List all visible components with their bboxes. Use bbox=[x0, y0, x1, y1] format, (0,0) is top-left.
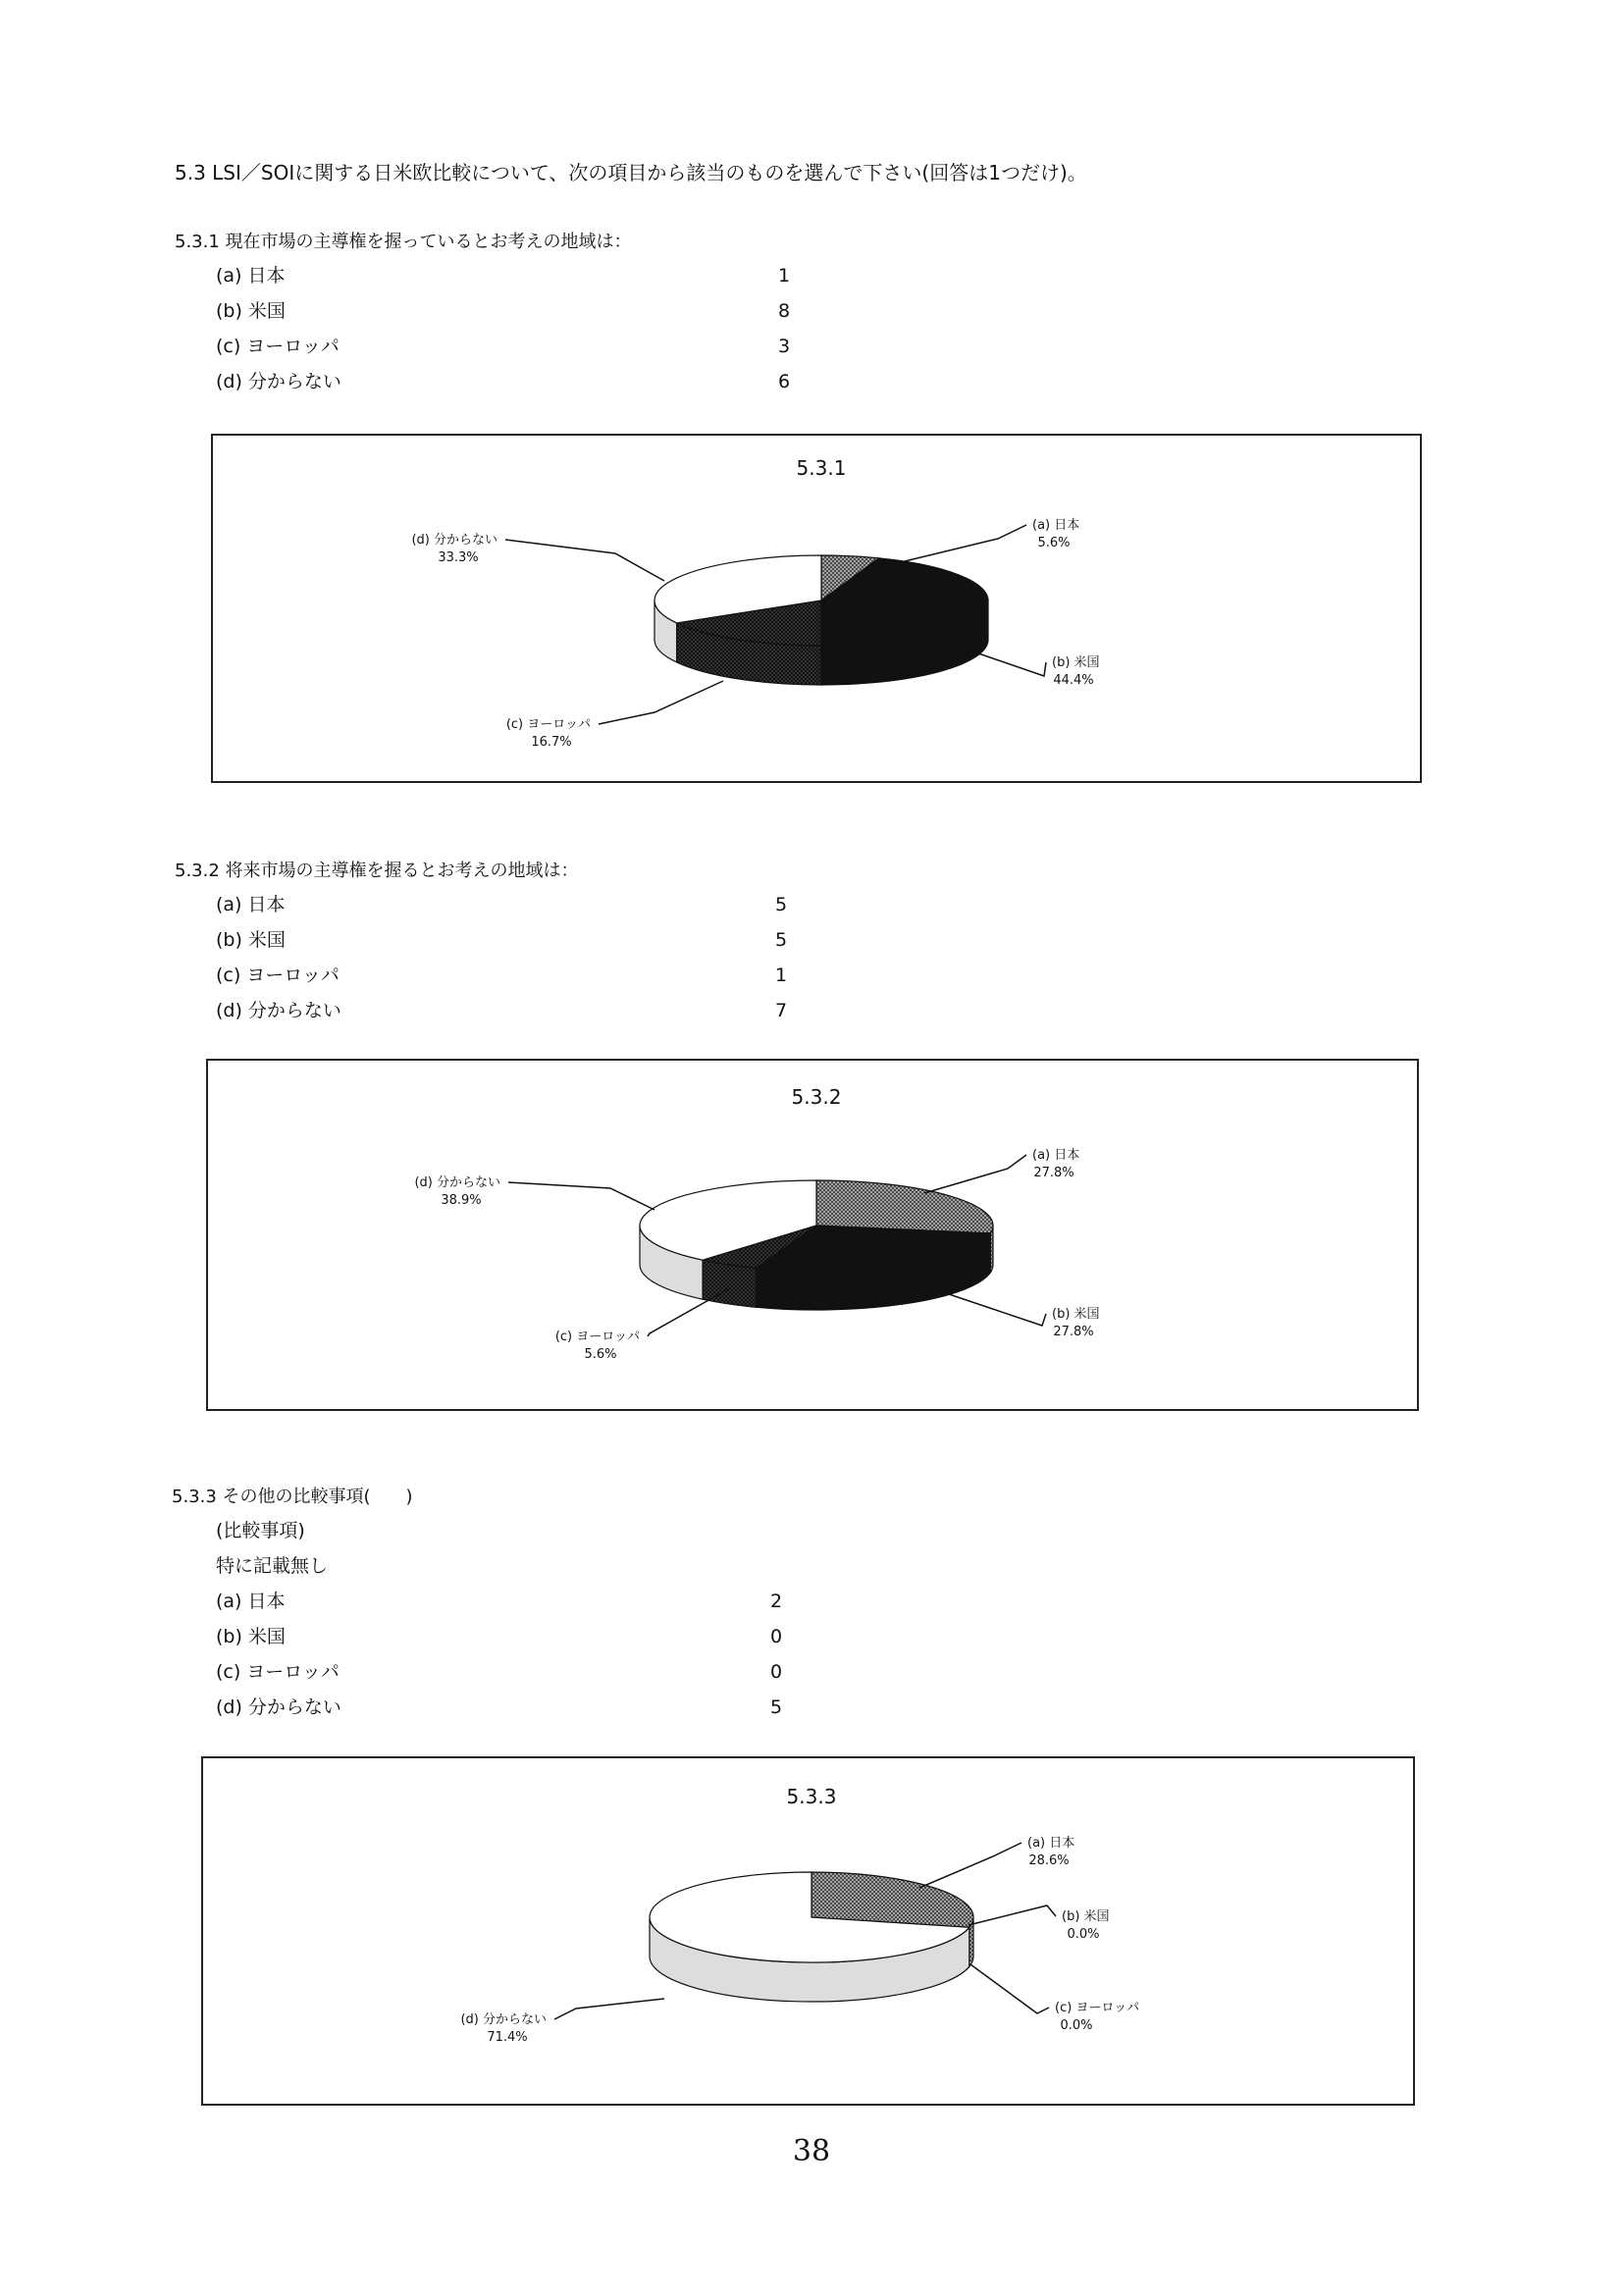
slice-category-label: (a) 日本 bbox=[1027, 1836, 1075, 1851]
slice-percent-label: 27.8% bbox=[1053, 1325, 1094, 1339]
option-label: (b) 米国 bbox=[216, 929, 286, 951]
slice-category-label: (a) 日本 bbox=[1032, 518, 1080, 533]
leader-line bbox=[505, 540, 664, 581]
option-label: (d) 分からない bbox=[216, 1696, 341, 1718]
chart-title: 5.3.2 bbox=[791, 1085, 842, 1109]
note-text: (比較事項) bbox=[216, 1520, 305, 1541]
leader-line bbox=[599, 681, 723, 724]
slice-percent-label: 44.4% bbox=[1053, 673, 1094, 688]
leader-line bbox=[919, 1843, 1021, 1888]
option-count: 2 bbox=[770, 1591, 783, 1612]
chart-title: 5.3.1 bbox=[796, 456, 847, 480]
slice-category-label: (b) 米国 bbox=[1052, 655, 1100, 670]
option-count: 1 bbox=[778, 265, 791, 287]
slice-category-label: (a) 日本 bbox=[1032, 1148, 1080, 1163]
slice-category-label: (d) 分からない bbox=[460, 2012, 547, 2027]
option-count: 1 bbox=[775, 965, 788, 986]
option-count: 0 bbox=[770, 1661, 783, 1683]
pie-svg bbox=[203, 1758, 1413, 2104]
slice-category-label: (c) ヨーロッパ bbox=[1055, 2001, 1140, 2015]
option-count: 5 bbox=[775, 894, 788, 915]
option-label: (b) 米国 bbox=[216, 300, 286, 322]
leader-line bbox=[970, 1964, 1049, 2013]
pie-svg bbox=[208, 1061, 1417, 1409]
option-label: (b) 米国 bbox=[216, 1626, 286, 1647]
slice-category-label: (b) 米国 bbox=[1052, 1307, 1100, 1322]
note-text: 特に記載無し bbox=[216, 1555, 329, 1577]
slice-percent-label: 27.8% bbox=[1033, 1166, 1074, 1180]
leader-line bbox=[905, 525, 1026, 561]
option-count: 5 bbox=[775, 929, 788, 951]
slice-category-label: (c) ヨーロッパ bbox=[505, 717, 591, 732]
section-heading: 5.3 LSI／SOIに関する日米欧比較について、次の項目から該当のものを選んで下さい(回答は1つだけ)。 bbox=[175, 161, 1087, 184]
option-label: (c) ヨーロッパ bbox=[216, 1661, 340, 1683]
option-count: 6 bbox=[778, 371, 791, 392]
pie-slice bbox=[816, 1180, 993, 1233]
pie-chart-533 bbox=[201, 1756, 1415, 2106]
leader-line bbox=[969, 1905, 1056, 1925]
leader-line bbox=[554, 1999, 664, 2019]
question-title-532: 5.3.2 将来市場の主導権を握るとお考えの地域は： bbox=[175, 861, 579, 881]
leader-line bbox=[959, 647, 1046, 676]
leader-line bbox=[924, 1155, 1026, 1193]
pie-svg bbox=[213, 436, 1420, 781]
slice-percent-label: 28.6% bbox=[1028, 1853, 1070, 1868]
question-title-531: 5.3.1 現在市場の主導権を握っているとお考えの地域は： bbox=[175, 232, 632, 252]
option-count: 0 bbox=[770, 1626, 783, 1647]
option-count: 3 bbox=[778, 336, 791, 357]
option-count: 5 bbox=[770, 1696, 783, 1718]
option-label: (c) ヨーロッパ bbox=[216, 965, 340, 986]
option-label: (d) 分からない bbox=[216, 371, 341, 392]
question-title-533: 5.3.3 その他の比較事項( ) bbox=[172, 1487, 413, 1507]
pie-chart-531 bbox=[211, 434, 1422, 783]
slice-category-label: (c) ヨーロッパ bbox=[554, 1330, 640, 1344]
option-label: (a) 日本 bbox=[216, 265, 286, 287]
leader-line bbox=[949, 1294, 1046, 1326]
slice-percent-label: 16.7% bbox=[531, 735, 572, 750]
slice-category-label: (d) 分からない bbox=[411, 533, 497, 548]
page-number: 38 bbox=[792, 2134, 831, 2168]
option-label: (a) 日本 bbox=[216, 1591, 286, 1612]
slice-category-label: (b) 米国 bbox=[1062, 1909, 1110, 1924]
slice-percent-label: 38.9% bbox=[441, 1193, 482, 1208]
slice-percent-label: 0.0% bbox=[1060, 2018, 1093, 2033]
slice-category-label: (d) 分からない bbox=[414, 1175, 500, 1190]
slice-percent-label: 71.4% bbox=[487, 2030, 528, 2045]
option-label: (c) ヨーロッパ bbox=[216, 336, 340, 357]
slice-percent-label: 5.6% bbox=[1037, 536, 1071, 550]
option-label: (d) 分からない bbox=[216, 1000, 341, 1021]
slice-percent-label: 0.0% bbox=[1067, 1927, 1100, 1942]
leader-line bbox=[508, 1182, 654, 1210]
slice-percent-label: 33.3% bbox=[438, 550, 479, 565]
option-count: 8 bbox=[778, 300, 791, 322]
chart-title: 5.3.3 bbox=[786, 1785, 837, 1808]
slice-percent-label: 5.6% bbox=[584, 1347, 617, 1362]
option-count: 7 bbox=[775, 1000, 788, 1021]
pie-chart-532 bbox=[206, 1059, 1419, 1411]
option-label: (a) 日本 bbox=[216, 894, 286, 915]
